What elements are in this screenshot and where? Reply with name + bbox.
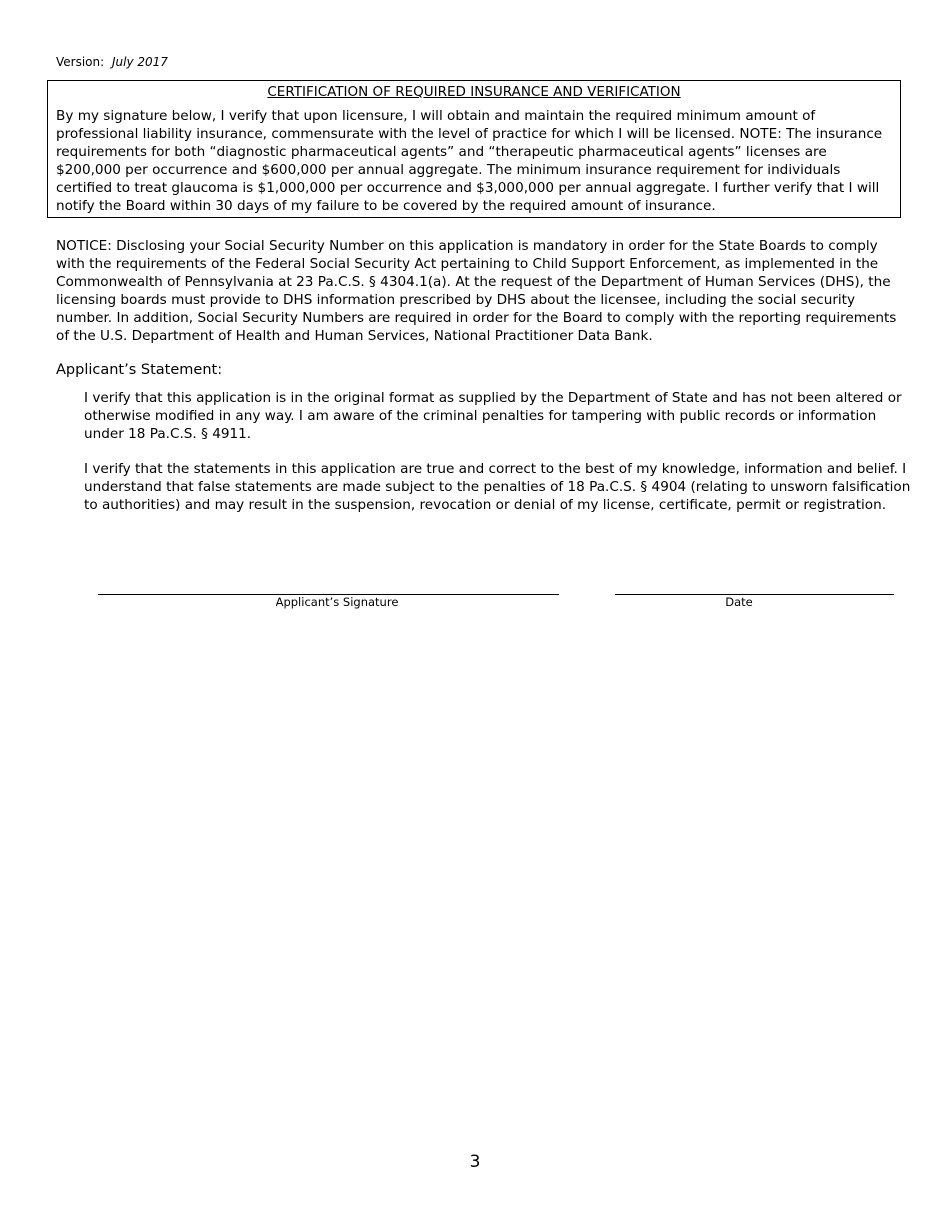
version-date: July 2017 <box>112 55 168 69</box>
applicant-signature-label: Applicant’s Signature <box>275 595 399 609</box>
version-line <box>56 55 168 69</box>
certification-body: By my signature below, I verify that upon licensure, I will obtain and maintain the required minimum amount of professional liability insurance, commensurate with the level of practice for which I will be licensed. NOTE: The insurance requirements for both “diagnostic pharmaceutical agents” and “therapeutic pharmaceutical agents” licenses are $200,000 per occurrence and $600,000 per annual aggregate. The minimum insurance requirement for individuals certified to treat glaucoma is $1,000,000 per occurrence and $3,000,000 per annual aggregate. I further verify that I will notify the Board within 30 days of my failure to be covered by the required amount of insurance. <box>56 108 883 214</box>
applicant-statement-paragraph-2: I verify that the statements in this application are true and correct to the best of my knowledge, information and belief. I understand that false statements are made subject to the penalties of 18 Pa.C.S. § 4904 (relating to unsworn falsification to authorities) and may result in the suspension, revocation or denial of my license, certificate, permit or registration. <box>84 461 911 513</box>
date-label: Date <box>725 595 753 609</box>
page-number: 3 <box>469 1152 481 1172</box>
certification-title: CERTIFICATION OF REQUIRED INSURANCE AND VERIFICATION <box>267 84 681 100</box>
certification-box <box>47 80 901 218</box>
version-label: Version: <box>56 55 105 69</box>
applicant-statement-paragraph-1: I verify that this application is in the original format as supplied by the Department of State and has not been altered or otherwise modified in any way. I am aware of the criminal penalties for tampering with public records or information under 18 Pa.C.S. § 4911. <box>84 390 902 442</box>
ssn-notice: NOTICE: Disclosing your Social Security Number on this application is mandatory in order for the State Boards to comply with the requirements of the Federal Social Security Act pertaining to Child Support Enforcement, as implemented in the Commonwealth of Pennsylvania at 23 Pa.C.S. § 4304.1(a). At the request of the Department of Human Services (DHS), the licensing boards must provide to DHS information prescribed by DHS about the licensee, including the social security number. In addition, Social Security Numbers are required in order for the Board to comply with the reporting requirements of the U.S. Department of Health and Human Services, National Practitioner Data Bank. <box>56 238 897 344</box>
applicant-statement-heading: Applicant’s Statement: <box>56 362 223 378</box>
